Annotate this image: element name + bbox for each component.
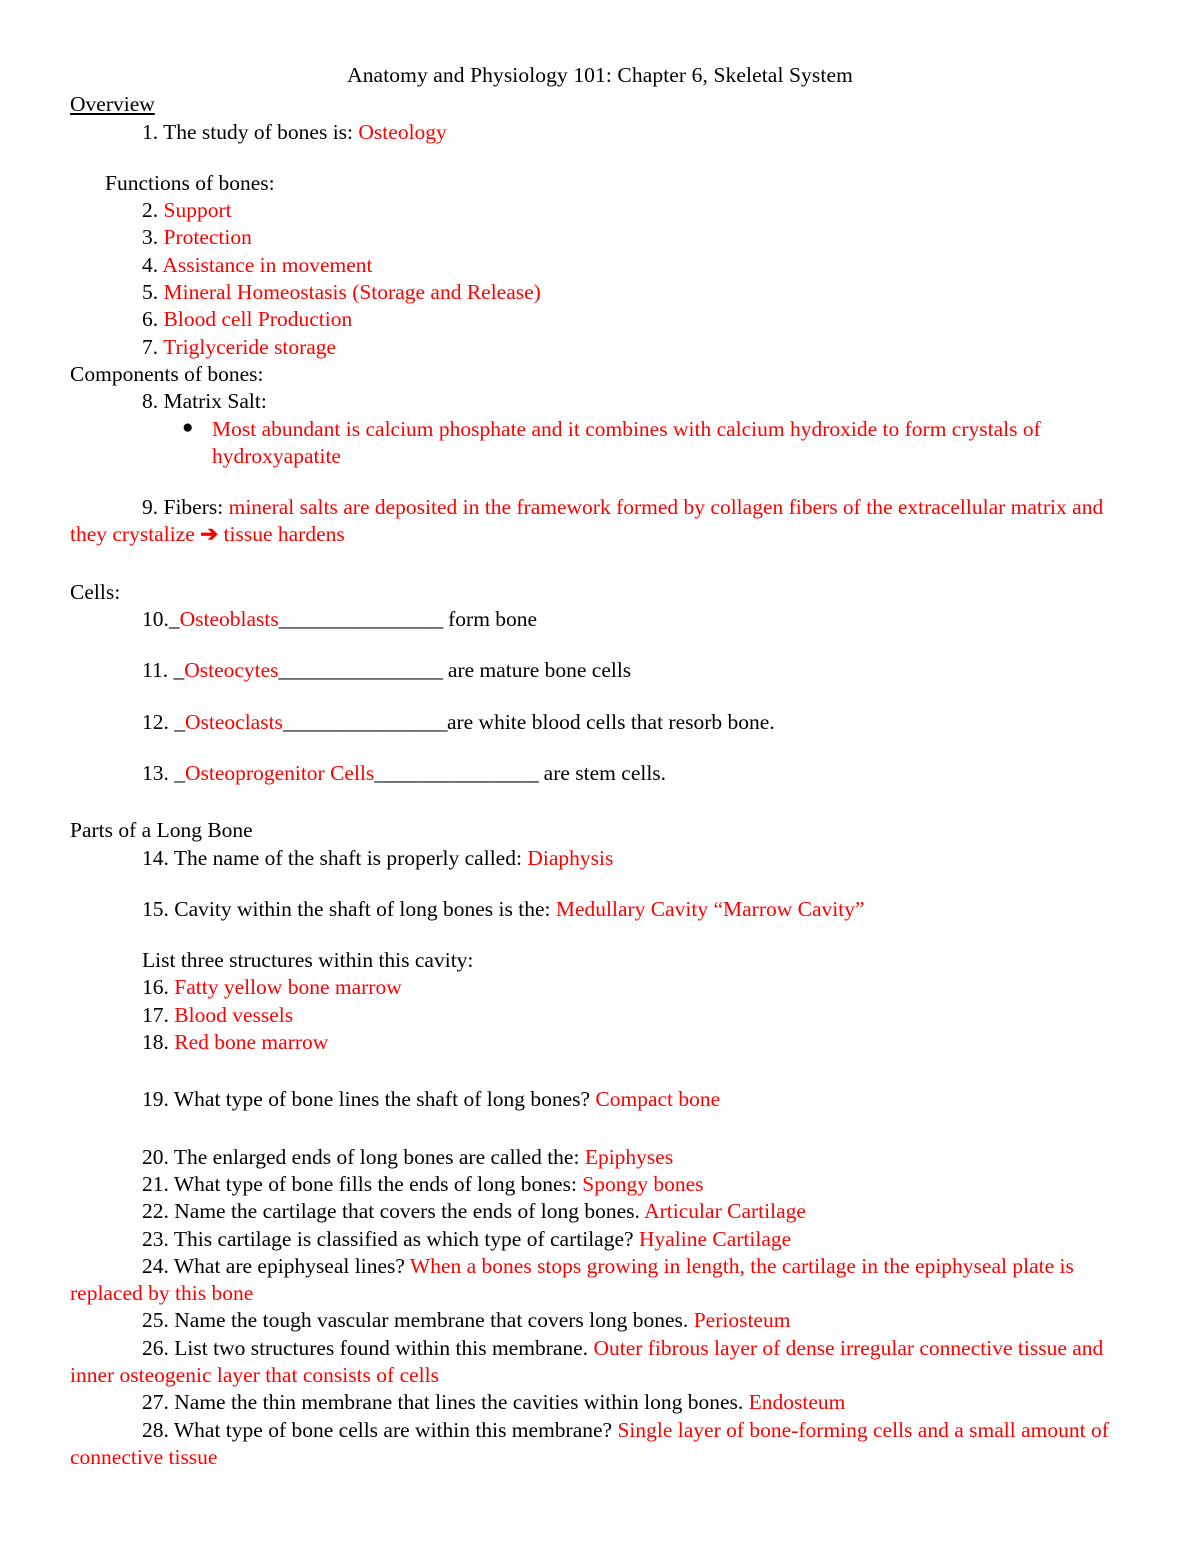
item-question: Name the tough vascular membrane that covers long bones. (174, 1308, 689, 1333)
item-number: 6. (142, 307, 159, 332)
long-bone-item-27 (70, 1389, 1130, 1416)
long-bone-item-19 (70, 1086, 1130, 1113)
spacer (70, 736, 1130, 760)
item-question: Name the thin membrane that lines the cavities within long bones. (174, 1390, 744, 1415)
item-answer: Diaphysis (527, 845, 614, 870)
spacer (70, 787, 1130, 817)
item-answer: Compact bone (595, 1087, 721, 1112)
item-number: 4. (142, 252, 159, 277)
item-number: 24. (142, 1253, 169, 1278)
spacer (70, 146, 1130, 170)
item-number: 26. (142, 1335, 169, 1360)
blank-line: ________________ (374, 760, 539, 785)
long-bone-item-24 (70, 1253, 1130, 1308)
item-question: Cavity within the shaft of long bones is the: (174, 896, 551, 921)
item-number: 2. (142, 198, 159, 223)
cells-item-12 (70, 709, 1130, 736)
item-question: Matrix Salt: (163, 389, 267, 414)
blank-answer: Osteocytes (184, 658, 279, 683)
overview-heading-text: Overview (70, 92, 155, 117)
item-number: 20. (142, 1144, 169, 1169)
item-number: 14. (142, 845, 169, 870)
item-number: 5. (142, 280, 159, 305)
section-heading-long-bone: Parts of a Long Bone (70, 818, 253, 843)
item-number: 19. (142, 1087, 169, 1112)
item-answer: Spongy bones (582, 1171, 704, 1196)
item-answer: Epiphyses (584, 1144, 674, 1169)
item-answer: Fatty yellow bone marrow (174, 975, 402, 1000)
item-answer: Endosteum (748, 1390, 846, 1415)
spacer (70, 633, 1130, 657)
item-number: 7. (142, 334, 159, 359)
item-number: 21. (142, 1171, 169, 1196)
item-answer: When a bones stops growing in length, the cartilage in the epiphyseal plate is replaced by this bone (70, 1253, 1074, 1306)
functions-item-5 (70, 279, 1130, 306)
long-bone-item-21 (70, 1171, 1130, 1198)
item-tail: are mature bone cells (442, 658, 632, 683)
item-question: The study of bones is: (163, 119, 354, 144)
item-answer-part1: mineral salts are deposited in the framework formed by collagen fibers of the extracellular matrix and they crystalize (70, 495, 1104, 547)
blank-prefix: _ (168, 607, 180, 632)
blank-answer: Osteoprogenitor Cells (185, 760, 375, 785)
long-bone-item-22 (70, 1198, 1130, 1225)
item-number: 11. (142, 658, 169, 683)
functions-item-4 (70, 252, 1130, 279)
functions-item-3 (70, 224, 1130, 251)
section-heading-cells: Cells: (70, 579, 121, 604)
blank-line: ________________ (278, 658, 443, 683)
section-heading-functions: Functions of bones: (105, 170, 275, 195)
document-body (70, 62, 1130, 1471)
arrow-icon: ➔ (200, 522, 219, 547)
long-bone-item-16 (70, 974, 1130, 1001)
item-tail: are stem cells. (538, 760, 667, 785)
section-heading-overview (70, 91, 1130, 118)
item-question: What type of bone fills the ends of long bones: (173, 1171, 577, 1196)
components-item-8 (70, 388, 1130, 415)
spacer (70, 549, 1130, 579)
item-number: 1. (142, 119, 159, 144)
cells-item-11 (70, 657, 1130, 684)
item-tail: form bone (442, 607, 538, 632)
item-answer: Osteology (358, 119, 447, 144)
item-answer: Support (163, 198, 232, 223)
long-bone-item-25 (70, 1307, 1130, 1334)
item-number: 25. (142, 1308, 169, 1333)
components-item-8-bullet (70, 416, 1130, 471)
item-answer: Protection (163, 225, 252, 250)
item-number: 16. (142, 975, 169, 1000)
item-question: Fibers: (163, 495, 224, 520)
long-bone-item-23 (70, 1226, 1130, 1253)
item-number: 8. (142, 389, 159, 414)
item-question: List two structures found within this membrane. (174, 1335, 589, 1360)
item-answer: Blood cell Production (163, 307, 353, 332)
bullet-point-icon: ● (182, 416, 194, 438)
item-question: What are epiphyseal lines? (173, 1253, 405, 1278)
cells-item-13 (70, 760, 1130, 787)
blank-prefix: _ (174, 709, 185, 734)
blank-prefix: _ (173, 658, 185, 683)
components-item-9 (70, 494, 1130, 549)
item-answer: Articular Cartilage (644, 1199, 806, 1224)
long-bone-item-15 (70, 896, 1130, 923)
item-number: 28. (142, 1417, 169, 1442)
item-answer: Mineral Homeostasis (Storage and Release) (163, 280, 541, 305)
item-question: This cartilage is classified as which type of cartilage? (173, 1226, 634, 1251)
item-question: Name the cartilage that covers the ends of long bones. (174, 1199, 645, 1224)
item-answer: Blood vessels (174, 1002, 294, 1027)
item-answer: Periosteum (693, 1308, 791, 1333)
blank-line: ________________ (282, 709, 447, 734)
spacer (70, 923, 1130, 947)
item-answer: Red bone marrow (174, 1030, 329, 1055)
item-answer-part2: tissue hardens (223, 522, 345, 547)
item-number: 9. (142, 495, 159, 520)
functions-item-2 (70, 197, 1130, 224)
long-bone-list-prompt: List three structures within this cavity: (142, 948, 474, 973)
item-number: 3. (142, 225, 159, 250)
item-tail: are white blood cells that resorb bone. (446, 709, 775, 734)
item-question: The enlarged ends of long bones are called the: (173, 1144, 580, 1169)
overview-item-1 (70, 119, 1130, 146)
item-number: 22. (142, 1199, 169, 1224)
section-heading-components: Components of bones: (70, 361, 264, 386)
item-number: 12. (142, 709, 169, 734)
item-number: 10. (142, 607, 169, 632)
item-number: 13. (142, 760, 169, 785)
spacer (70, 685, 1130, 709)
spacer (70, 1114, 1130, 1144)
item-number: 17. (142, 1002, 169, 1027)
functions-item-6 (70, 306, 1130, 333)
item-question: What type of bone cells are within this membrane? (173, 1417, 613, 1442)
item-number: 18. (142, 1030, 169, 1055)
item-answer: Assistance in movement (162, 252, 373, 277)
blank-prefix: _ (174, 760, 185, 785)
item-answer: Outer fibrous layer of dense irregular connective tissue and inner osteogenic layer that consists of cells (70, 1335, 1104, 1387)
item-question: What type of bone lines the shaft of long bones? (173, 1087, 591, 1112)
item-number: 27. (142, 1390, 169, 1415)
spacer (70, 470, 1130, 494)
cells-item-10 (70, 606, 1130, 633)
long-bone-item-17 (70, 1002, 1130, 1029)
long-bone-item-28 (70, 1417, 1130, 1472)
functions-item-7 (70, 334, 1130, 361)
long-bone-item-26 (70, 1335, 1130, 1390)
blank-answer: Osteoclasts (185, 709, 283, 734)
long-bone-item-14 (70, 845, 1130, 872)
item-answer: Medullary Cavity “Marrow Cavity” (555, 896, 865, 921)
item-number: 23. (142, 1226, 169, 1251)
item-answer: Hyaline Cartilage (638, 1226, 792, 1251)
item-question: The name of the shaft is properly called: (173, 845, 522, 870)
long-bone-item-20 (70, 1144, 1130, 1171)
item-number: 15. (142, 896, 169, 921)
blank-line: ________________ (278, 607, 443, 632)
spacer (70, 1056, 1130, 1086)
item-answer: Single layer of bone-forming cells and a small amount of connective tissue (70, 1417, 1109, 1469)
blank-answer: Osteoblasts (179, 607, 279, 632)
page-title: Anatomy and Physiology 101: Chapter 6, Skeletal System (347, 63, 853, 87)
spacer (70, 872, 1130, 896)
item-answer: Triglyceride storage (163, 334, 337, 359)
bullet-answer: Most abundant is calcium phosphate and it combines with calcium hydroxide to form crystals of hydroxyapatite (212, 416, 1041, 468)
long-bone-item-18 (70, 1029, 1130, 1056)
